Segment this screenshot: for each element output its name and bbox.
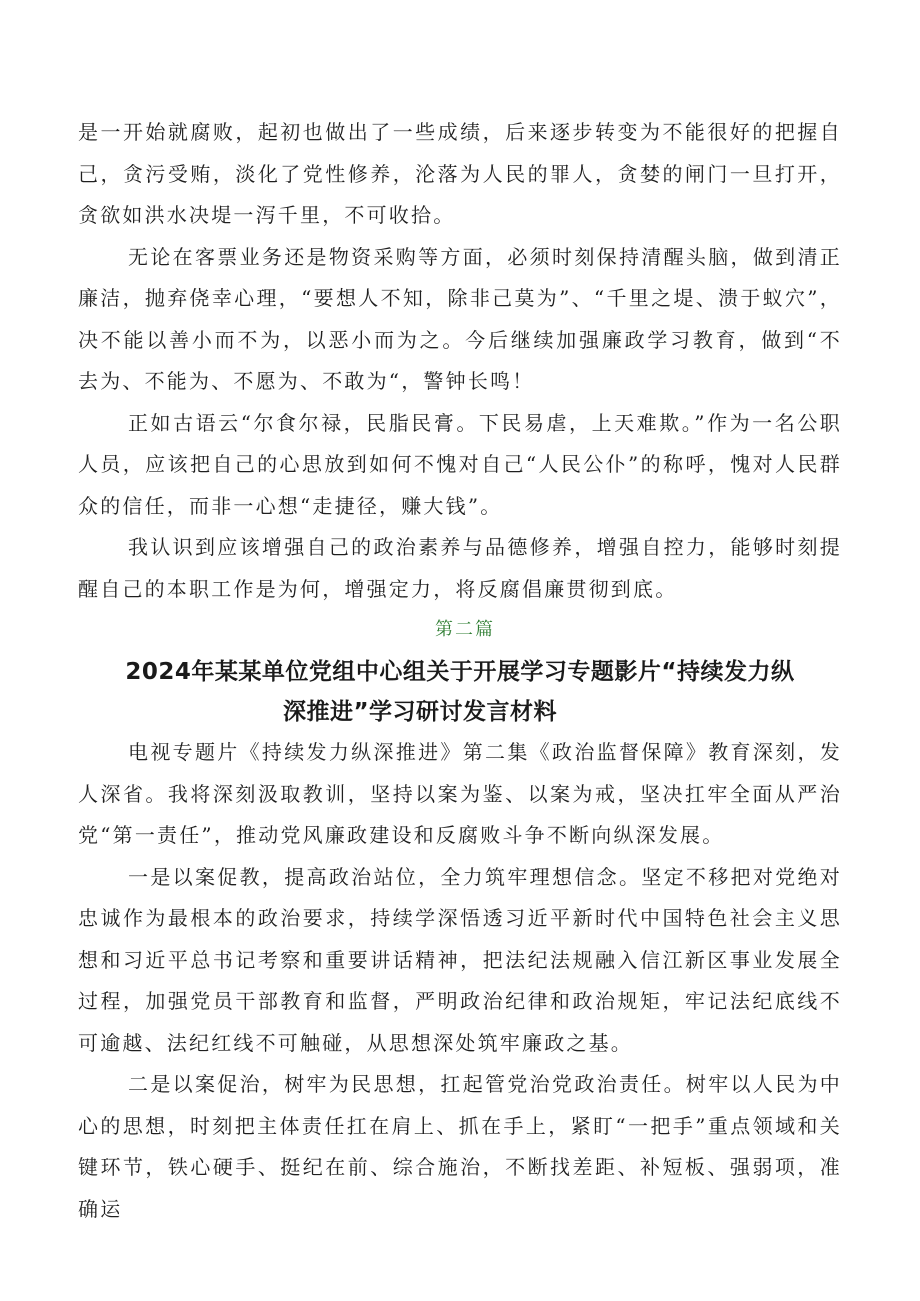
document-title-line-2: 深推进”学习研讨发言材料	[282, 699, 558, 725]
document-title-line-1: 2024年某某单位党组中心组关于开展学习专题影片“持续发力纵	[125, 659, 795, 685]
paragraph-continued: 是一开始就腐败，起初也做出了一些成绩，后来逐步转变为不能很好的把握自己，贪污受贿，淡化了党性修养，沦落为人民的罪人，贪婪的闸门一旦打开，贪欲如洪水决堤一泻千里，不可收拾。	[78, 120, 842, 227]
paragraph-integrity: 无论在客票业务还是物资采购等方面，必须时刻保持清醒头脑，做到清正廉洁，抛弃侥幸心理，“要想人不知，除非己莫为”、“千里之堤、溃于蚁穴”，决不能以善小而不为，以恶小而为之。今后继续加强廉政学习教育，做到“不去为、不能为、不愿为、不敢为“，警钟长鸣！	[78, 244, 842, 393]
paragraph-intro: 电视专题片《持续发力纵深推进》第二集《政治监督保障》教育深刻，发人深省。我将深刻汲取教训，坚持以案为鉴、以案为戒，坚决扛牢全面从严治党“第一责任”，推动党风廉政建设和反腐败斗争不断向纵深发展。	[78, 740, 842, 847]
section-label: 第二篇	[435, 619, 495, 640]
paragraph-point-one: 一是以案促教，提高政治站位，全力筑牢理想信念。坚定不移把对党绝对忠诚作为最根本的政治要求，持续学深悟透习近平新时代中国特色社会主义思想和习近平总书记考察和重要讲话精神，把法纪法规融入信江新区事业发展全过程，加强党员干部教育和监督，严明政治纪律和政治规矩，牢记法纪底线不可逾越、法纪红线不可触碰，从思想深处筑牢廉政之基。	[78, 864, 842, 1055]
paragraph-ancient-saying: 正如古语云“尔食尔禄，民脂民膏。下民易虐，上天难欺。”作为一名公职人员，应该把自己的心思放到如何不愧对自己“人民公仆”的称呼，愧对人民群众的信任，而非一心想“走捷径，赚大钱”。	[78, 410, 842, 518]
paragraph-point-two: 二是以案促治，树牢为民思想，扛起管党治党政治责任。树牢以人民为中心的思想，时刻把主体责任扛在肩上、抓在手上，紧盯“一把手”重点领域和关键环节，铁心硬手、挺纪在前、综合施治，不断找差距、补短板、强弱项，准确运	[78, 1072, 842, 1221]
paragraph-self-awareness: 我认识到应该增强自己的政治素养与品德修养，增强自控力，能够时刻提醒自己的本职工作是为何，增强定力，将反腐倡廉贯彻到底。	[78, 535, 842, 601]
document-title	[78, 652, 842, 732]
